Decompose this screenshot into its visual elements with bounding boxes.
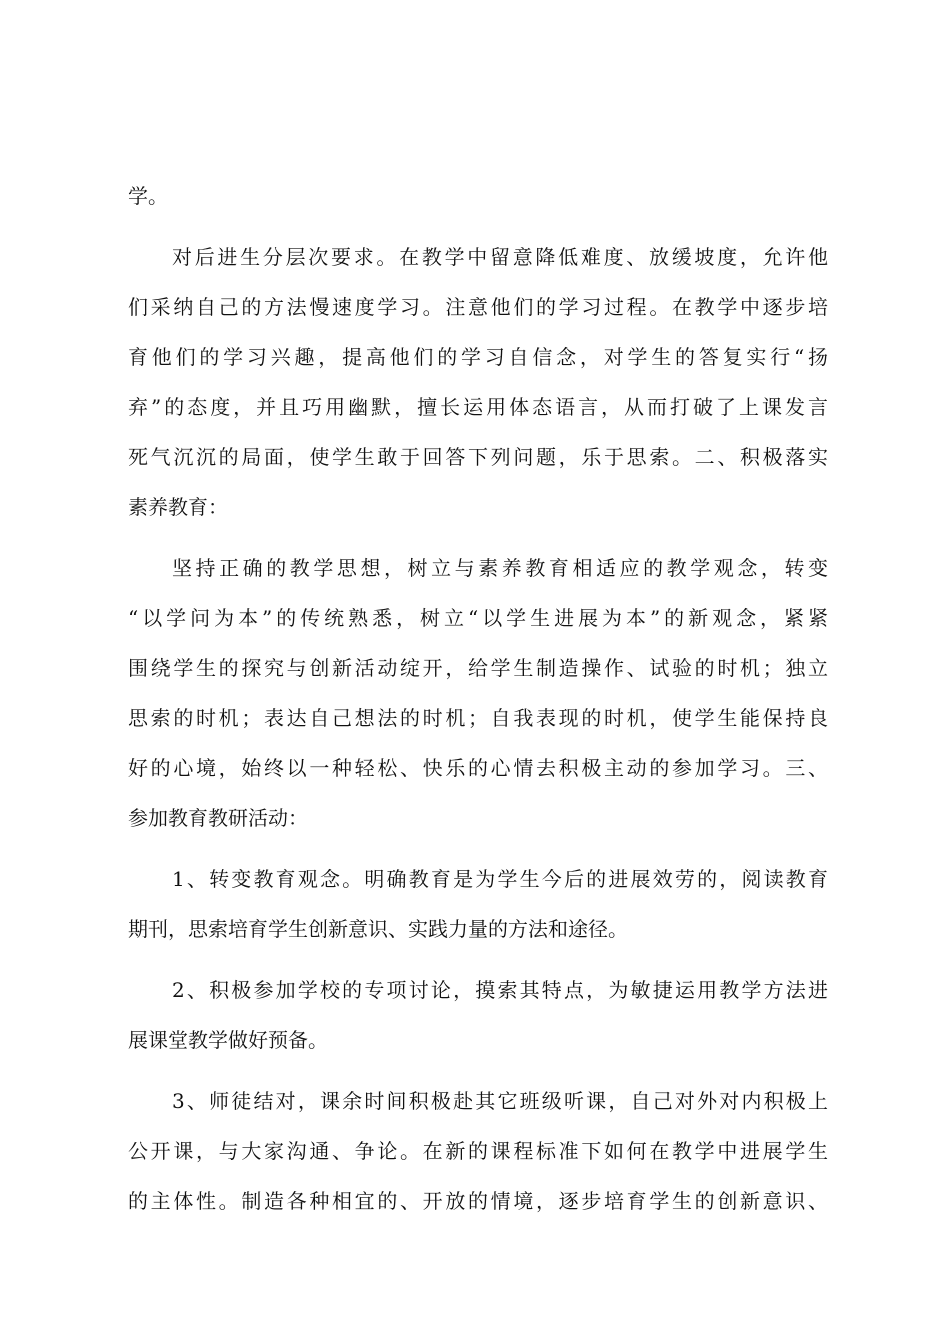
text-line: 素养教育：	[128, 495, 228, 519]
text-line: “以学问为本”的传统熟悉，树立“以学生进展为本”的新观念，紧紧	[128, 606, 828, 630]
paragraph	[128, 247, 828, 517]
text-line: 对后进生分层次要求。在教学中留意降低难度、放缓坡度，允许他	[172, 245, 828, 269]
text-line: 1、转变教育观念。明确教育是为学生今后的进展效劳的，阅读教育	[172, 867, 828, 891]
text-line: 育他们的学习兴趣，提高他们的学习自信念，对学生的答复实行“扬	[128, 345, 828, 369]
paragraph	[128, 1091, 828, 1211]
text-line: 2、积极参加学校的专项讨论，摸索其特点，为敏捷运用教学方法进	[172, 978, 828, 1002]
text-line: 围绕学生的探究与创新活动绽开，给学生制造操作、试验的时机；独立	[128, 656, 828, 680]
text-line: 期刊，思索培育学生创新意识、实践力量的方法和途径。	[128, 917, 628, 941]
text-line: 公开课，与大家沟通、争论。在新的课程标准下如何在教学中进展学生	[128, 1139, 828, 1163]
text-line: 参加教育教研活动：	[128, 806, 308, 830]
text-line: 思索的时机；表达自己想法的时机；自我表现的时机，使学生能保持良	[128, 706, 828, 730]
paragraph	[128, 980, 828, 1050]
text-line: 展课堂教学做好预备。	[128, 1028, 328, 1052]
paragraph	[128, 869, 828, 939]
document-body	[128, 186, 828, 1241]
text-line: 好的心境，始终以一种轻松、快乐的心情去积极主动的参加学习。三、	[128, 756, 828, 780]
text-line: 们采纳自己的方法慢速度学习。注意他们的学习过程。在教学中逐步培	[128, 295, 828, 319]
text-line: 的主体性。制造各种相宜的、开放的情境，逐步培育学生的创新意识、	[128, 1189, 828, 1213]
paragraph	[128, 558, 828, 828]
text-line: 3、师徒结对，课余时间积极赴其它班级听课，自己对外对内积极上	[172, 1089, 828, 1113]
text-line: 坚持正确的教学思想，树立与素养教育相适应的教学观念，转变	[172, 556, 828, 580]
text-line: 学。	[128, 184, 168, 208]
text-line: 弃”的态度，并且巧用幽默，擅长运用体态语言，从而打破了上课发言	[128, 395, 828, 419]
text-line: 死气沉沉的局面，使学生敢于回答下列问题，乐于思索。二、积极落实	[128, 445, 828, 469]
paragraph	[128, 186, 828, 206]
